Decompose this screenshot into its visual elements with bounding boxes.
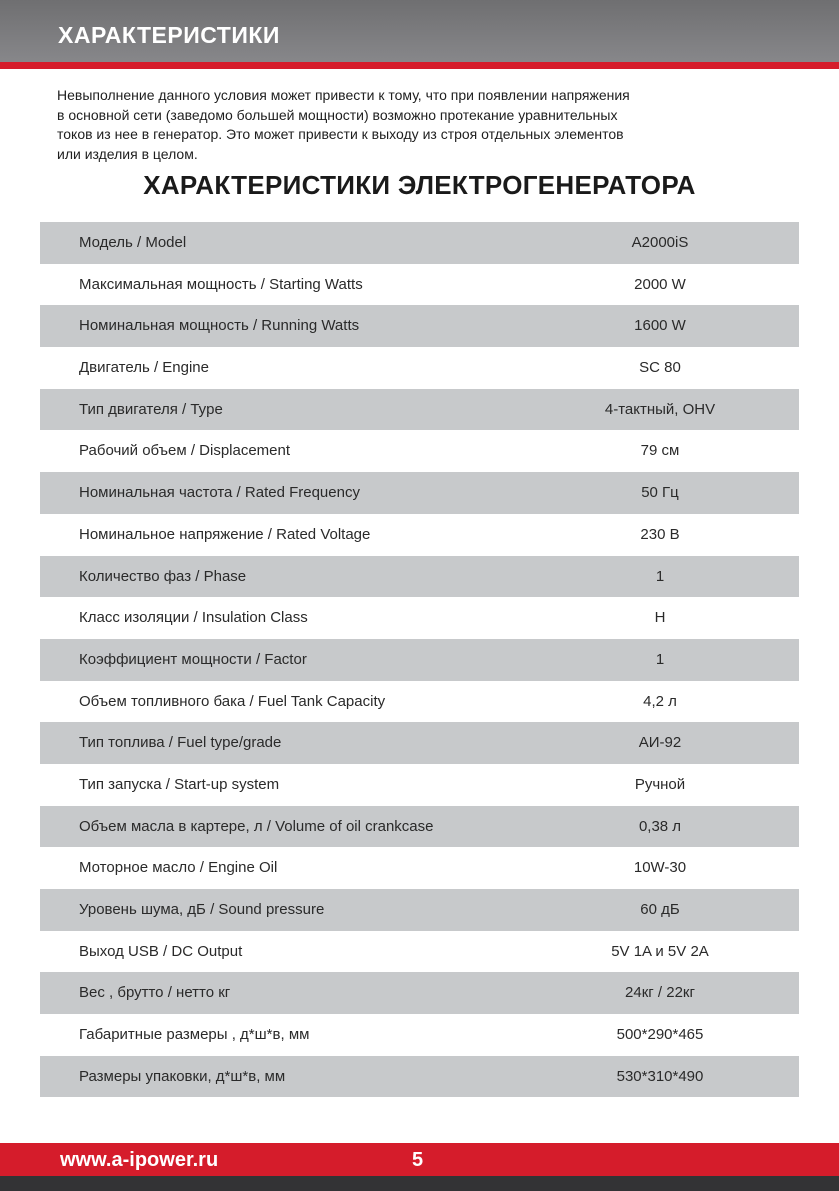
spec-label: Моторное масло / Engine Oil [79, 859, 278, 877]
spec-label: Тип запуска / Start-up system [79, 775, 280, 793]
specs-table [40, 222, 799, 1097]
spec-label: Модель / Model [79, 234, 187, 251]
spec-value: 0,38 л [638, 817, 682, 835]
table-row [40, 472, 799, 514]
spec-label: Номинальная мощность / Running Watts [79, 317, 360, 335]
spec-value: 4-тактный, OHV [604, 400, 716, 418]
page-number: 5 [412, 1149, 424, 1171]
spec-label: Тип двигателя / Type [79, 400, 223, 418]
spec-label: Габаритные размеры , д*ш*в, мм [79, 1026, 310, 1044]
spec-value: 230 В [640, 525, 680, 543]
table-row [40, 430, 799, 472]
spec-value: H [654, 609, 666, 627]
table-row [40, 222, 799, 264]
spec-label: Размеры упаковки, д*ш*в, мм [79, 1067, 286, 1085]
spec-label: Класс изоляции / Insulation Class [79, 609, 308, 627]
intro-line: в основной сети (заведомо большей мощности) возможно протекание уравнительных [57, 106, 618, 123]
intro-line: токов из нее в генератор. Это может привести к выходу из строя отдельных элементов [57, 126, 624, 142]
spec-label: Максимальная мощность / Starting Watts [79, 275, 363, 293]
spec-value: 50 Гц [641, 484, 679, 502]
table-row [40, 514, 799, 556]
intro-line: Невыполнение данного условия может привести к тому, что при появлении напряжения [57, 87, 630, 103]
spec-value: АИ-92 [638, 734, 682, 752]
spec-label: Вес , брутто / нетто кг [79, 984, 231, 1002]
table-row [40, 1014, 799, 1056]
spec-label: Номинальное напряжение / Rated Voltage [79, 525, 371, 543]
spec-value: 1 [655, 567, 665, 585]
table-row [40, 347, 799, 389]
spec-label: Двигатель / Engine [79, 359, 209, 377]
specs-title: ХАРАКТЕРИСТИКИ ЭЛЕКТРОГЕНЕРАТОРА [143, 170, 696, 200]
table-row [40, 389, 799, 431]
spec-label: Рабочий объем / Displacement [79, 442, 291, 460]
spec-value: 1 [655, 650, 665, 668]
table-row [40, 681, 799, 723]
intro-line: или изделия в целом. [57, 145, 198, 162]
table-row [40, 305, 799, 347]
spec-value: Ручной [634, 775, 686, 793]
table-row [40, 722, 799, 764]
spec-value: 4,2 л [643, 692, 677, 710]
spec-value: A2000iS [631, 234, 689, 251]
table-row [40, 597, 799, 639]
table-row [40, 847, 799, 889]
table-row [40, 556, 799, 598]
table-row [40, 1056, 799, 1098]
spec-value: SC 80 [639, 359, 681, 377]
spec-value: 530*310*490 [616, 1067, 704, 1085]
spec-value: 2000 W [634, 275, 686, 293]
spec-label: Номинальная частота / Rated Frequency [79, 484, 360, 502]
spec-label: Выход USB / DC Output [79, 942, 243, 960]
spec-value: 1600 W [634, 317, 686, 335]
spec-value: 24кг / 22кг [625, 984, 695, 1002]
spec-value: 60 дБ [640, 901, 680, 918]
table-row [40, 764, 799, 806]
spec-value: 10W-30 [633, 859, 687, 877]
page-header-title: ХАРАКТЕРИСТИКИ [58, 22, 280, 48]
footer-website-link[interactable]: www.a-ipower.ru [60, 1149, 219, 1171]
table-row [40, 972, 799, 1014]
spec-label: Уровень шума, дБ / Sound pressure [79, 901, 325, 918]
spec-value: 79 см [640, 442, 680, 460]
intro-paragraph [57, 86, 737, 164]
table-row [40, 931, 799, 973]
spec-label: Тип топлива / Fuel type/grade [79, 734, 282, 752]
spec-label: Количество фаз / Phase [79, 567, 247, 585]
table-row [40, 806, 799, 848]
footer-bottom-strip [0, 1176, 839, 1191]
table-row [40, 639, 799, 681]
header-accent-stripe [0, 62, 839, 69]
spec-label: Коэффициент мощности / Factor [79, 650, 307, 668]
spec-label: Объем масла в картере, л / Volume of oil crankcase [79, 817, 434, 835]
spec-label: Объем топливного бака / Fuel Tank Capacity [79, 692, 386, 710]
table-row [40, 264, 799, 306]
table-row [40, 889, 799, 931]
spec-value: 5V 1A и 5V 2A [611, 942, 709, 960]
spec-value: 500*290*465 [616, 1026, 704, 1044]
